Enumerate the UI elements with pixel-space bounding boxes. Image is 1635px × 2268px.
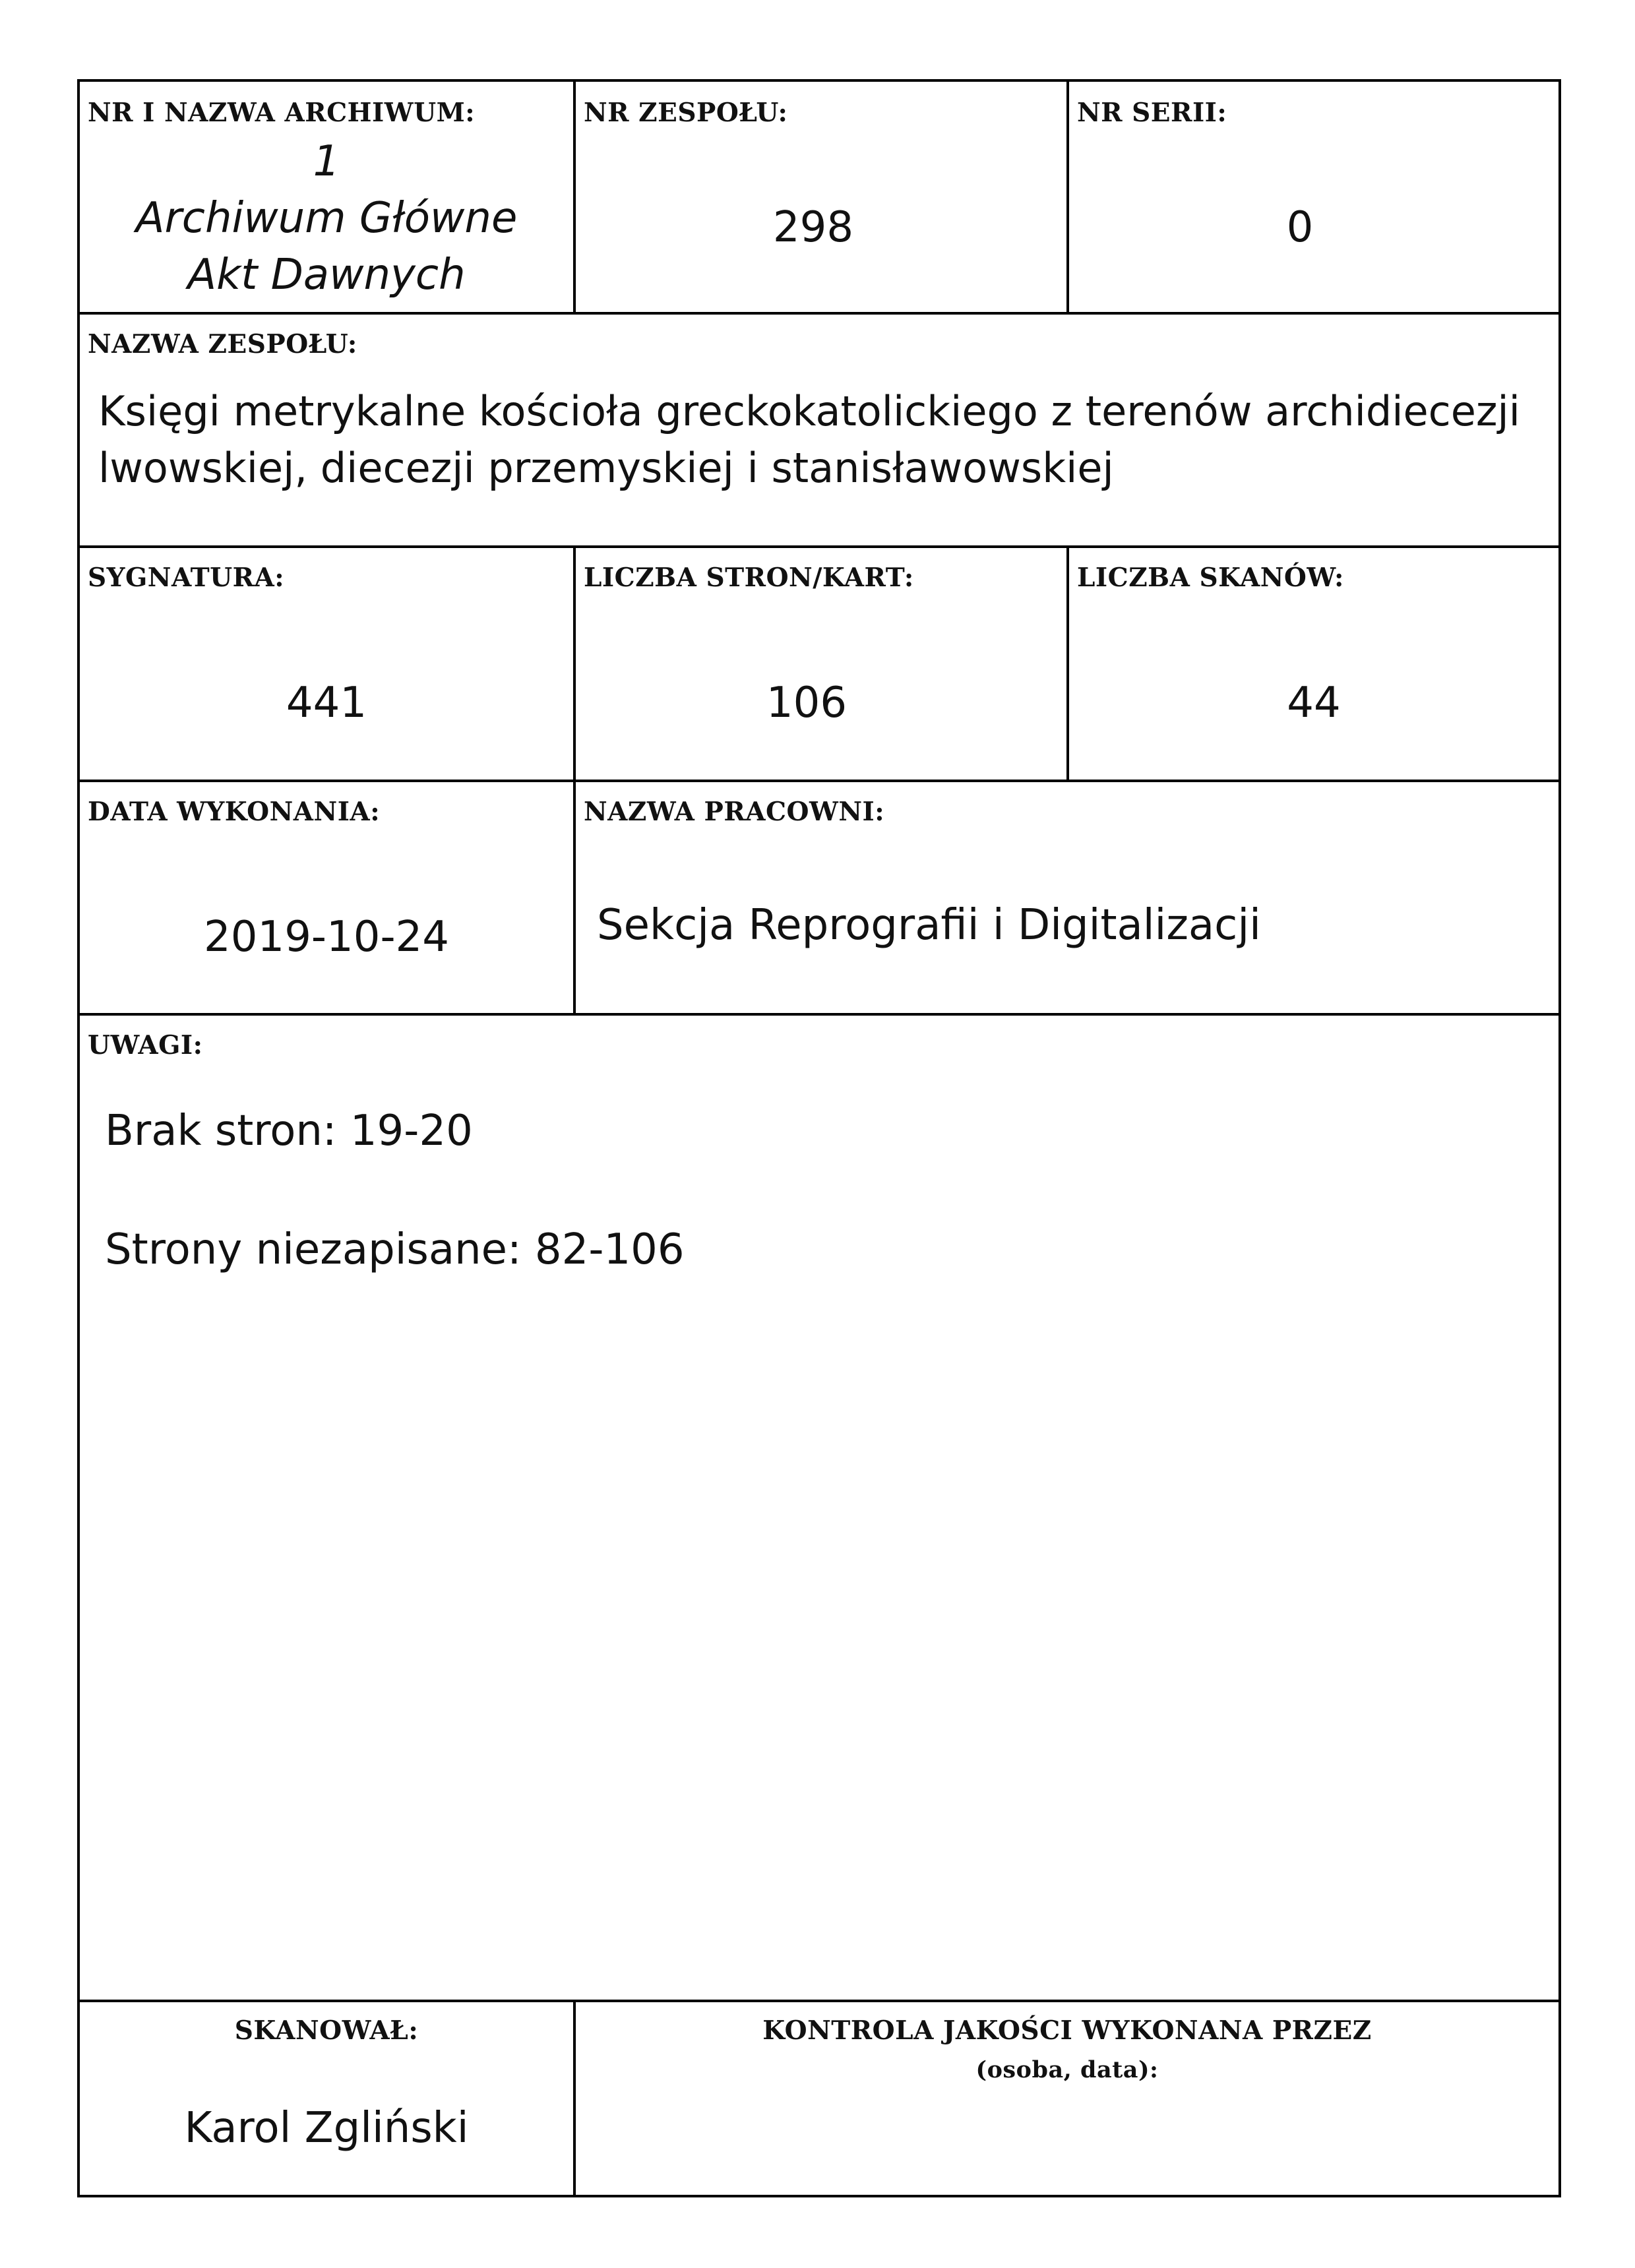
fonds-name-line2: lwowskiej, diecezji przemyskiej i stanisławowskiej bbox=[98, 444, 1114, 492]
archive-label: NR I NAZWA ARCHIWUM: bbox=[88, 98, 476, 128]
archive-name-line2: Akt Dawnych bbox=[187, 251, 466, 299]
quality-control-cell bbox=[576, 2002, 1558, 2197]
archive-number: 1 bbox=[313, 137, 340, 186]
date-value: 2019-10-24 bbox=[204, 913, 449, 962]
quality-control-sublabel: (osoba, data): bbox=[975, 2056, 1159, 2083]
pages-count-cell bbox=[576, 548, 1066, 780]
pages-count-value: 106 bbox=[766, 679, 848, 727]
signature-value: 441 bbox=[286, 679, 367, 727]
fonds-name-line1: Księgi metrykalne kościoła greckokatolickiego z terenów archidiecezji bbox=[98, 387, 1520, 435]
series-number-cell bbox=[1069, 82, 1558, 312]
scans-count-label: LICZBA SKANÓW: bbox=[1077, 563, 1344, 593]
signature-label: SYGNATURA: bbox=[88, 563, 285, 593]
quality-control-label: KONTROLA JAKOŚCI WYKONANA PRZEZ bbox=[762, 2015, 1372, 2046]
series-number-value: 0 bbox=[1286, 203, 1314, 252]
notes-label: UWAGI: bbox=[88, 1030, 203, 1060]
fonds-number-value: 298 bbox=[772, 203, 854, 252]
signature-cell bbox=[80, 548, 573, 780]
date-label: DATA WYKONANIA: bbox=[88, 797, 381, 827]
archive-cell bbox=[80, 82, 573, 312]
notes-cell bbox=[80, 1016, 1558, 2000]
scanned-by-value: Karol Zgliński bbox=[184, 2104, 469, 2153]
scans-count-value: 44 bbox=[1287, 679, 1341, 727]
scanned-by-cell bbox=[80, 2002, 573, 2197]
workshop-value: Sekcja Reprografii i Digitalizacji bbox=[597, 901, 1261, 950]
fonds-name-label: NAZWA ZESPOŁU: bbox=[88, 329, 357, 359]
pages-count-label: LICZBA STRON/KART: bbox=[584, 563, 914, 593]
fonds-number-cell bbox=[576, 82, 1066, 312]
archive-name-line1: Archiwum Główne bbox=[135, 194, 518, 243]
scanned-by-label: SKANOWAŁ: bbox=[234, 2015, 419, 2046]
notes-line2: Strony niezapisane: 82-106 bbox=[105, 1225, 685, 1274]
series-number-label: NR SERII: bbox=[1077, 98, 1227, 128]
workshop-cell bbox=[576, 782, 1558, 1013]
scans-count-cell bbox=[1069, 548, 1558, 780]
fonds-name-cell bbox=[80, 315, 1558, 545]
notes-line1: Brak stron: 19-20 bbox=[105, 1107, 473, 1155]
workshop-label: NAZWA PRACOWNI: bbox=[584, 797, 885, 827]
metadata-form bbox=[77, 79, 1561, 2197]
date-cell bbox=[80, 782, 573, 1013]
fonds-number-label: NR ZESPOŁU: bbox=[584, 98, 788, 128]
